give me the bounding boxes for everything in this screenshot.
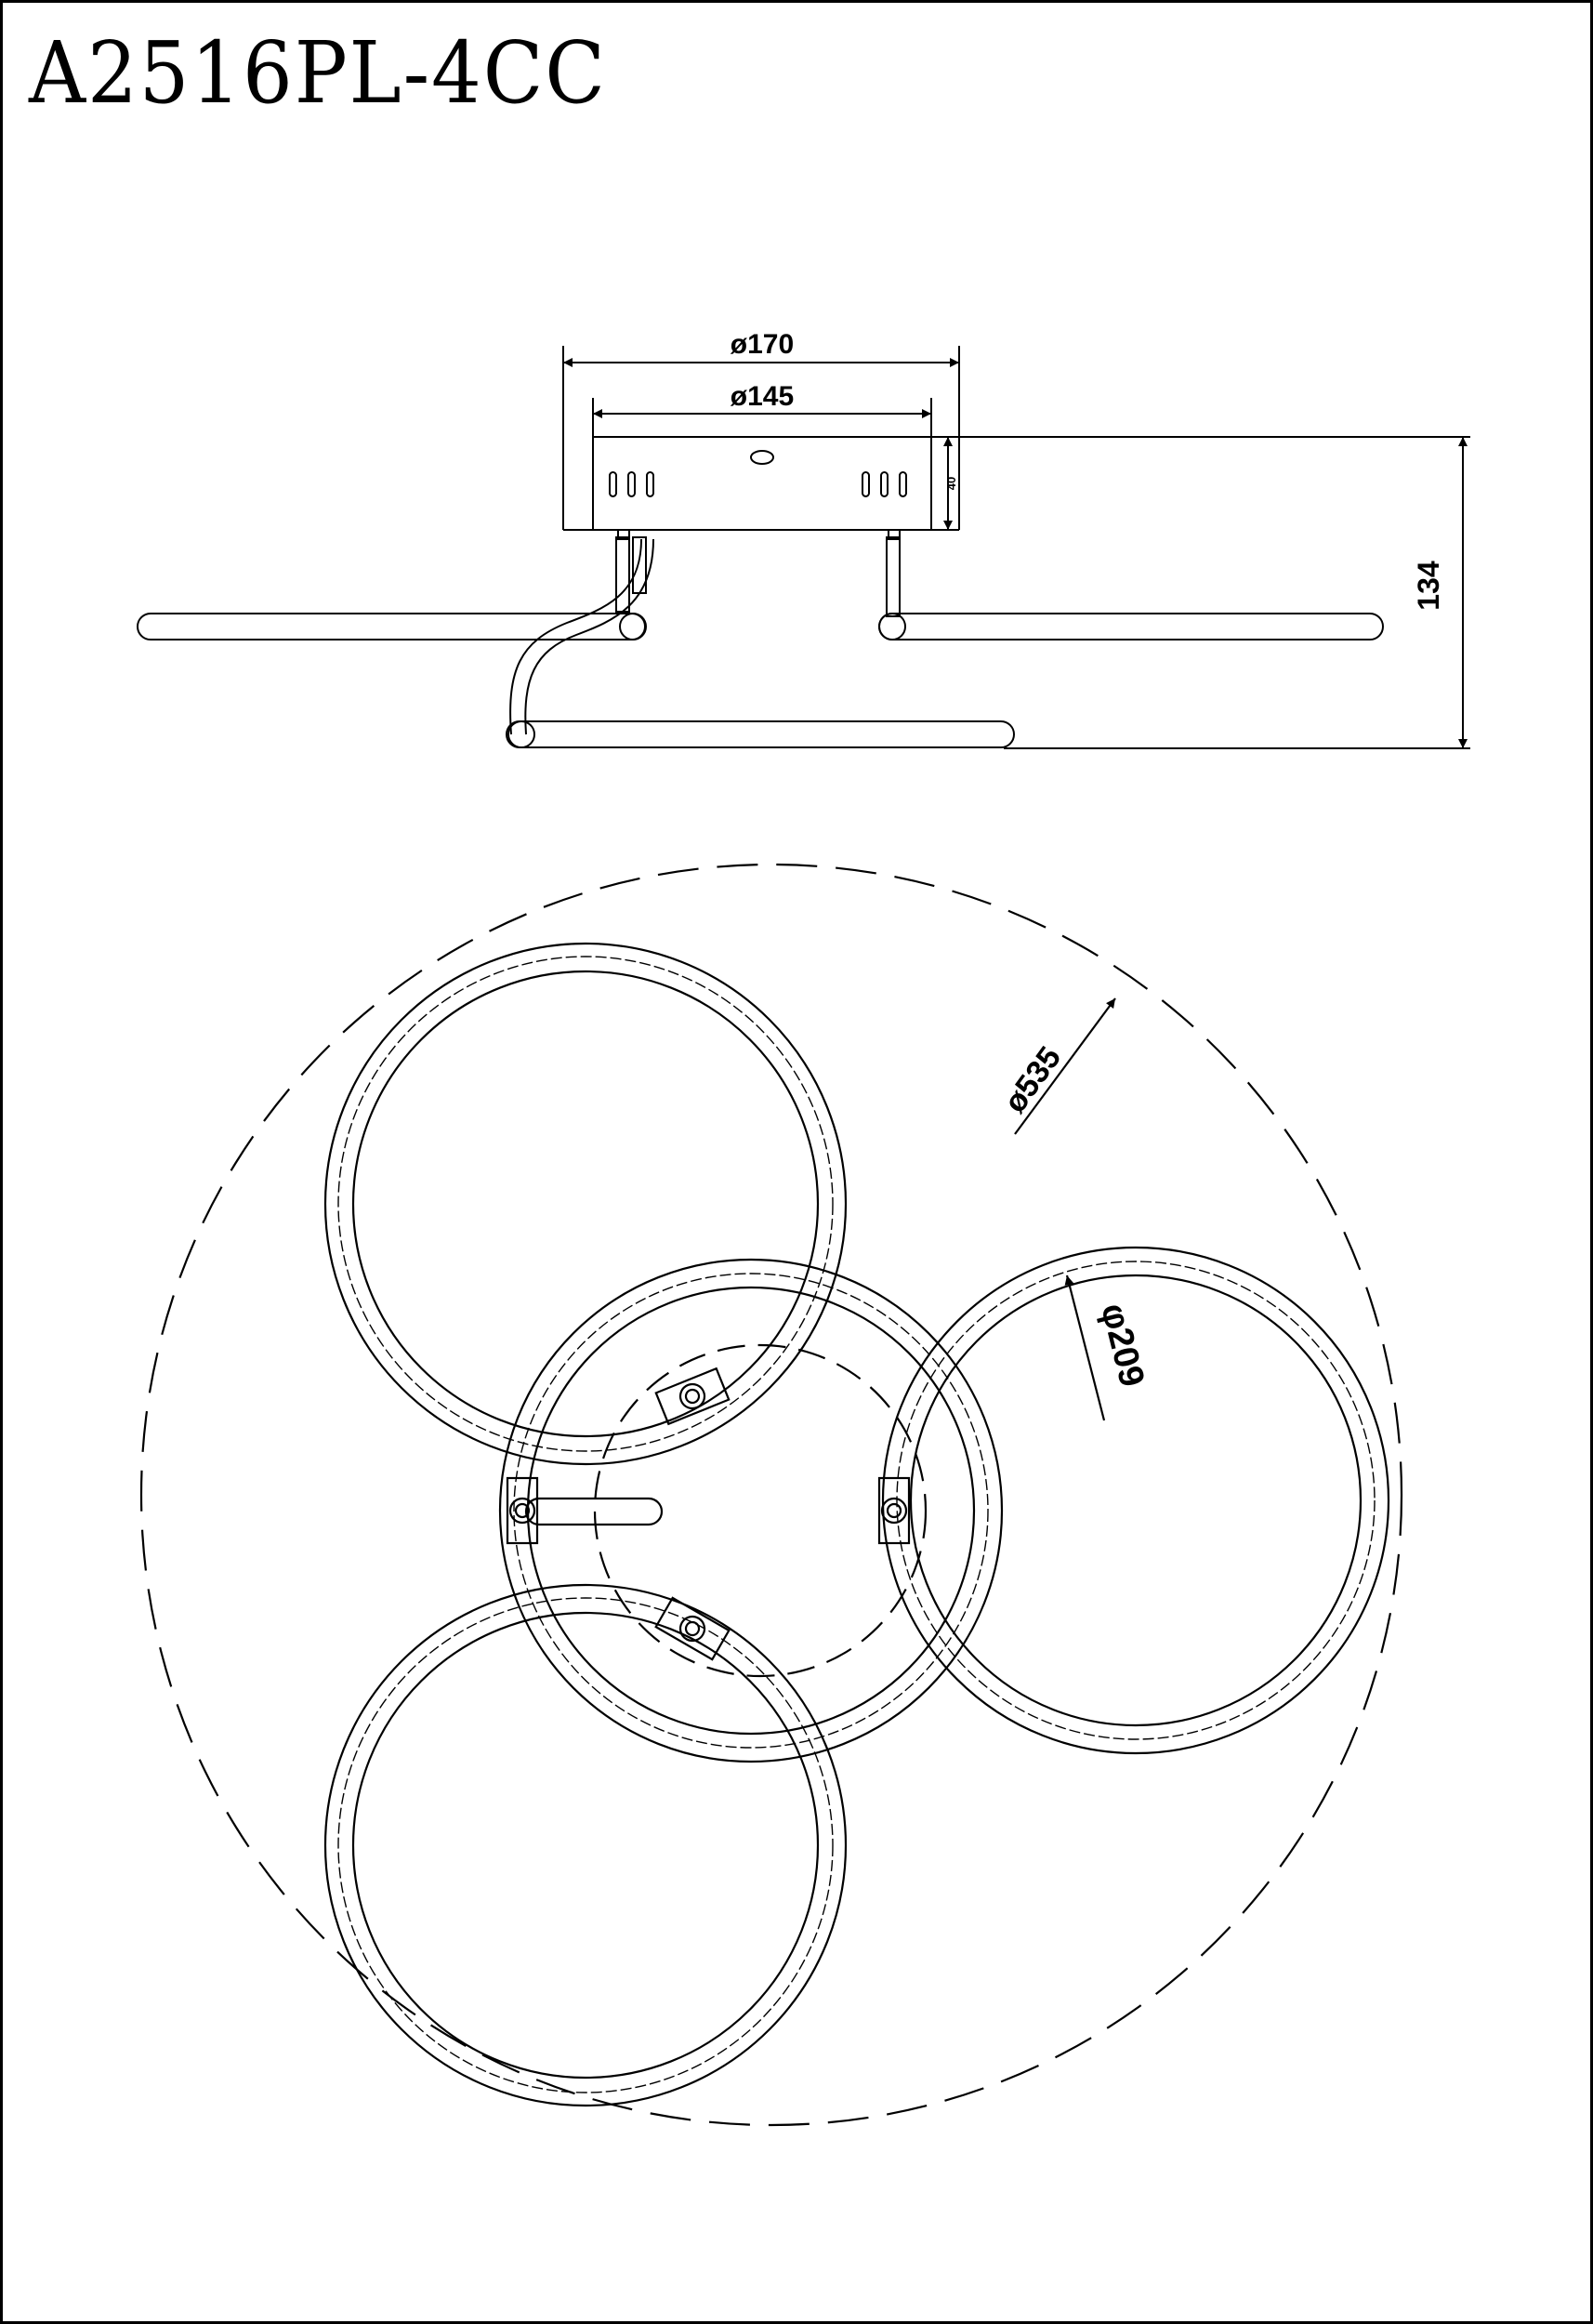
ring-bottom-left bbox=[325, 1585, 846, 2106]
bracket-left bbox=[507, 1478, 537, 1543]
dim-label-145: ø145 bbox=[730, 381, 795, 412]
dim-label-134: 134 bbox=[1412, 561, 1445, 611]
canopy-screw-hole bbox=[751, 451, 773, 464]
stem-right bbox=[887, 537, 900, 616]
stem-left bbox=[616, 537, 629, 612]
s-curve-connector bbox=[510, 539, 641, 734]
dim-line-209 bbox=[1067, 1275, 1104, 1420]
dim-label-209: φ209 bbox=[1093, 1300, 1152, 1392]
dim-label-170: ø170 bbox=[730, 329, 795, 360]
canopy-outline bbox=[595, 1345, 926, 1676]
arm-bar-lower bbox=[507, 721, 1014, 747]
arm-bar-right bbox=[879, 614, 1383, 640]
side-view bbox=[138, 346, 1470, 748]
model-title: A2516PL-4CC bbox=[29, 23, 607, 123]
top-view bbox=[141, 865, 1402, 2125]
bracket-top bbox=[656, 1368, 729, 1424]
dim-label-40: 40 bbox=[944, 476, 958, 491]
arm-bar-left bbox=[138, 614, 645, 640]
dim-label-535: ø535 bbox=[996, 1040, 1069, 1120]
ring-top-left bbox=[325, 944, 846, 1464]
overall-diameter-outline bbox=[141, 865, 1402, 2125]
